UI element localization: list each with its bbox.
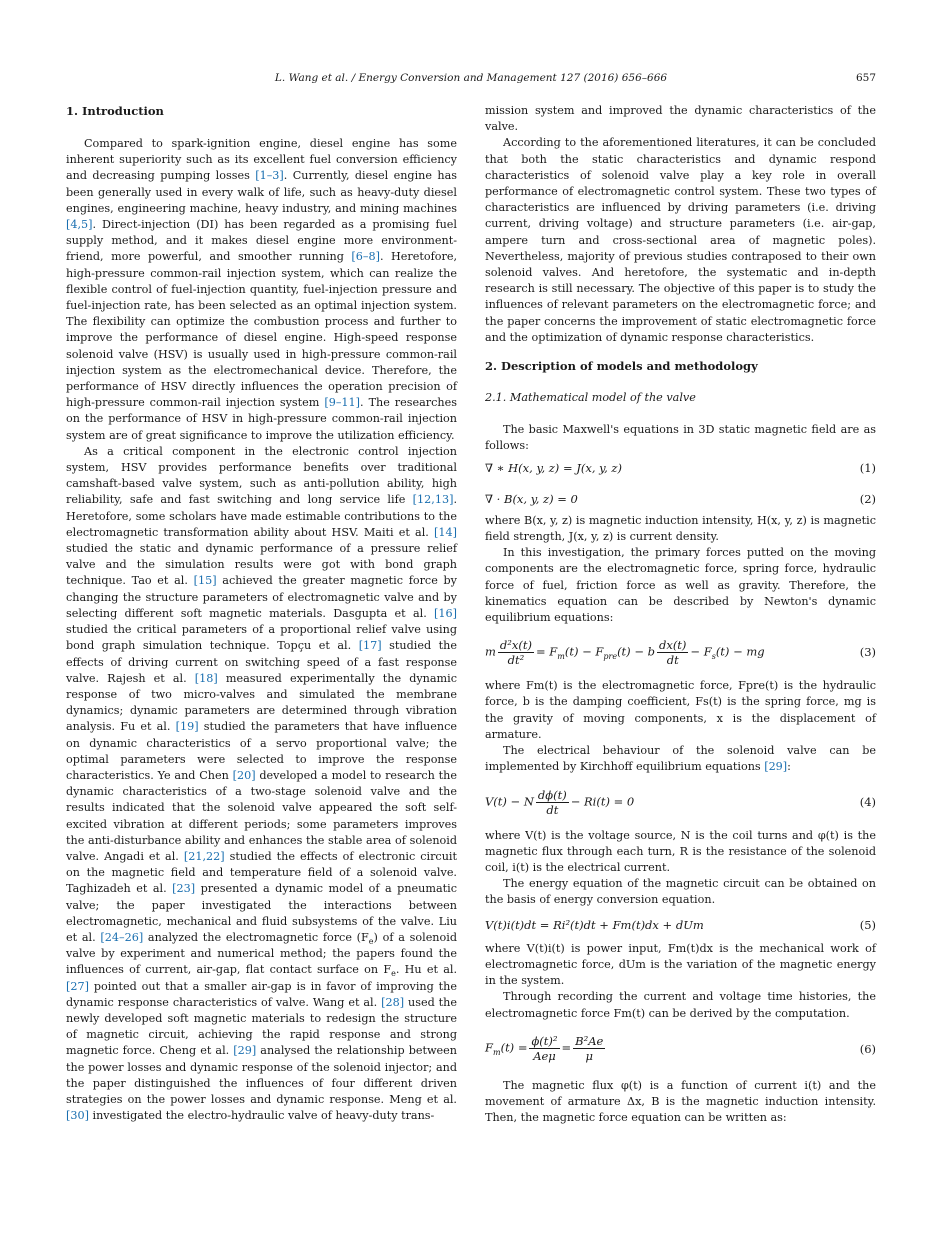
paragraph: The electrical behaviour of the solenoid valve can be implemented by Kirchhoff equilibrium equations [29]: xyxy=(485,744,876,774)
citation-link[interactable]: [19] xyxy=(175,720,199,734)
paragraph: The basic Maxwell's equations in 3D static magnetic field are as follows: xyxy=(485,423,876,453)
paragraph: In this investigation, the primary forces putted on the moving components are the electromagnetic force, spring force, hydraulic force of fuel, friction force as well as gravity. Therefore, the kinematics equation can be described by Newton's dynamic equilibrium equations: xyxy=(485,546,876,625)
equation-2 xyxy=(485,491,876,507)
citation-link[interactable]: [29] xyxy=(764,760,788,774)
citation-link[interactable]: [14] xyxy=(434,525,457,539)
citation-link[interactable]: [4,5] xyxy=(66,218,93,232)
section-heading-introduction: 1. Introduction xyxy=(66,104,164,118)
equation-body: V(t) − N $\frac{d\phi(t)}{dt}$ − Ri(t) = 0 xyxy=(485,788,635,817)
paragraph: where V(t) is the voltage source, N is the coil turns and φ(t) is the magnetic flux through each turn, R is the resistance of the solenoid coil, i(t) is the electrical current. xyxy=(485,828,876,874)
paragraph: The magnetic flux φ(t) is a function of current i(t) and the movement of armature Δx, B is the magnetic induction intensity. Then, the magnetic force equation can be written as: xyxy=(485,1078,876,1125)
equation-body: V(t)i(t)dt = Ri²(t)dt + Fm(t)dx + dUm xyxy=(485,917,704,932)
equation-6 xyxy=(485,1032,876,1066)
citation-link[interactable]: [16] xyxy=(434,606,457,620)
equation-body: $F_m(t)$ = $\frac{\text{ϕ(t)²}}{\text{Aeμ}}$ = $\frac{\text{B²Ae}}{\mu}$ xyxy=(485,1034,604,1064)
equation-number: (5) xyxy=(859,917,876,932)
citation-link[interactable]: [21,22] xyxy=(183,849,225,863)
equation-body: ∇ · B(x, y, z) = 0 xyxy=(485,491,578,506)
equation-body: ∇ ∗ H(x, y, z) = J(x, y, z) xyxy=(485,461,622,476)
page-number: 657 xyxy=(855,72,876,84)
equation-5 xyxy=(485,917,876,933)
paragraph: where Fm(t) is the electromagnetic force, Fpre(t) is the hydraulic force, b is the damping coefficient, Fs(t) is the spring force, mg is the gravity of moving components, x is the displacement of armature. xyxy=(485,679,876,741)
left-column xyxy=(66,103,457,1124)
paragraph: where B(x, y, z) is magnetic induction intensity, H(x, y, z) is magnetic field strength, J(x, y, z) is current density. xyxy=(485,513,876,544)
paragraph: According to the aforementioned literatures, it can be concluded that both the static characteristics and dynamic respond characteristics of solenoid valve play a key role in overall performance of electromagnetic control system. These two types of characteristics are influenced by driving parameters (i.e. driving current, driving voltage) and structure parameters (i.e. air-gap, ampere turn and cross-sectional area of magnetic poles). Nevertheless, majority of previous studies contraposed to their own solenoid valves. And heretofore, the systematic and in-depth research is still necessary. The objective of this paper is to study the influences of relevant parameters on the electromagnetic force; and the paper concerns the improvement of static electromagnetic force and the optimization of dynamic response characteristics. xyxy=(485,136,876,344)
citation-link[interactable]: [1–3] xyxy=(255,169,284,183)
subsection-heading-mathematical-model: 2.1. Mathematical model of the valve xyxy=(485,391,696,405)
citation-link[interactable]: [6–8] xyxy=(351,250,380,264)
section-heading-models: 2. Description of models and methodology xyxy=(485,359,758,374)
citation-link[interactable]: [23] xyxy=(172,882,196,896)
citation-link[interactable]: [17] xyxy=(358,639,382,653)
citation-link[interactable]: [18] xyxy=(194,671,218,685)
citation-link[interactable]: [24–26] xyxy=(100,930,144,944)
paragraph: As a critical component in the electronic control injection system, HSV provides performance benefits over traditional camshaft-based valve system, such as anti-pollution ability, high reliability, safe and fast switching and long service life [12,13]. Heretofore, some scholars have made estimable contributions to the electromagnetic transformation ability about HSV. Maiti et al. [14] studied the static and dynamic performance of a pressure relief valve and the simulation results were got with bond graph technique. Tao et al. [15] achieved the greater magnetic force by changing the structure parameters of electromagnetic valve and by selecting different soft magnetic materials. Dasgupta et al. [16] studied the critical parameters of a proportional relief valve using bond graph simulation technique. Topçu et al. [17] studied the effects of driving current on switching speed of a fast response valve. Rajesh et al. [18] measured experimentally the dynamic response of two micro-valves and simulated the membrane dynamics; dynamic parameters are determined through vibration analysis. Fu et al. [19] studied the parameters that have influence on dynamic characteristics of a servo proportional valve; the optimal parameters were selected to improve the response characteristics. Ye and Chen [20] developed a model to research the dynamic characteristics of a two-stage solenoid valve and the results indicated that the solenoid valve appeared the soft self-excited vibration at different periods; some parameters improves the anti-disturbance ability and enhances the stable area of solenoid valve. Angadi et al. [21,22] studied the effects of electronic circuit on the magnetic field and temperature field of a solenoid valve. Taghizadeh et al. [23] presented a dynamic model of a pneumatic valve; the paper investigated the interactions between electromagnetic, mechanical and fluid subsystems of the valve. Liu et al. [24–26] analyzed the electromagnetic force $(F_e)$ of a solenoid valve by experiment and numerical method; the papers found the influences of current, air-gap, flat contact surface on $F_e$. Hu et al. [27] pointed out that a smaller air-gap is in favor of improving the dynamic response characteristics of valve. Wang et al. [28] used the newly developed soft magnetic materials to redesign the structure of magnetic circuit, achieving the rapid response and strong magnetic force. Cheng et al. [29] analysed the relationship between the power losses and dynamic response of the solenoid injector; and the paper distinguished the influences of four different driven strategies on the power losses and dynamic response. Meng et al. [30] investigated the electro-hydraulic valve of heavy-duty trans- xyxy=(66,444,457,1123)
equation-number: (1) xyxy=(859,461,876,476)
right-column xyxy=(485,103,876,1126)
paragraph: Through recording the current and voltage time histories, the electromagnetic force Fm(t) can be derived by the computation. xyxy=(485,990,876,1020)
citation-link[interactable]: [28] xyxy=(381,995,405,1009)
paragraph: Compared to spark-ignition engine, diesel engine has some inherent superiority such as its excellent fuel conversion efficiency and decreasing pumping losses [1–3]. Currently, diesel engine has been generally used in every walk of life, such as heavy-duty diesel engines, engineering machine, heavy industry, and mining machines [4,5]. Direct-injection (DI) has been regarded as a promising fuel supply method, and it makes diesel engine more environment-friend, more powerful, and smoother running [6–8]. Heretofore, high-pressure common-rail injection system, which can realize the flexible control of fuel-injection quantity, fuel-injection pressure and fuel-injection rate, has been selected as an optimal injection system. The flexibility can optimize the combustion process and further to improve the performance of diesel engine. High-speed response solenoid valve (HSV) is usually used in high-pressure common-rail injection system as the electromechanical device. Therefore, the performance of HSV directly influences the operation precision of high-pressure common-rail injection system [9–11]. The researches on the performance of HSV in high-pressure common-rail injection system are of great significance to improve the utilization efficiency. xyxy=(66,137,458,442)
equation-1 xyxy=(485,460,876,476)
citation-link[interactable]: [9–11] xyxy=(324,396,361,410)
citation-link[interactable]: [30] xyxy=(66,1109,89,1123)
citation-link[interactable]: [27] xyxy=(66,979,89,993)
citation-link[interactable]: [20] xyxy=(232,768,256,782)
citation-link[interactable]: [15] xyxy=(193,574,217,588)
equation-number: (6) xyxy=(859,1041,876,1056)
running-head xyxy=(66,72,876,88)
equation-3 xyxy=(485,634,876,670)
citation-link[interactable]: [12,13] xyxy=(412,493,454,507)
journal-citation: L. Wang et al. / Energy Conversion and Management 127 (2016) 656–666 xyxy=(274,72,668,84)
paragraph: mission system and improved the dynamic characteristics of the valve. xyxy=(485,104,876,134)
paragraph: The energy equation of the magnetic circuit can be obtained on the basis of energy conversion equation. xyxy=(485,877,876,907)
equation-body: m $\frac{\text{d²x(t)}}{\text{dt²}}$ = $F_m(t) - F_{pre}(t) - b$ $\frac{dx(t)}{dt}$ − $F_s(t)$ − mg xyxy=(485,637,765,667)
equation-number: (2) xyxy=(859,491,876,506)
citation-link[interactable]: [29] xyxy=(233,1044,257,1058)
equation-4 xyxy=(485,786,876,820)
equation-number: (4) xyxy=(859,795,876,810)
equation-number: (3) xyxy=(859,645,876,660)
paragraph: where V(t)i(t) is power input, Fm(t)dx is the mechanical work of electromagnetic force, dUm is the variation of the magnetic energy in the system. xyxy=(485,941,876,988)
